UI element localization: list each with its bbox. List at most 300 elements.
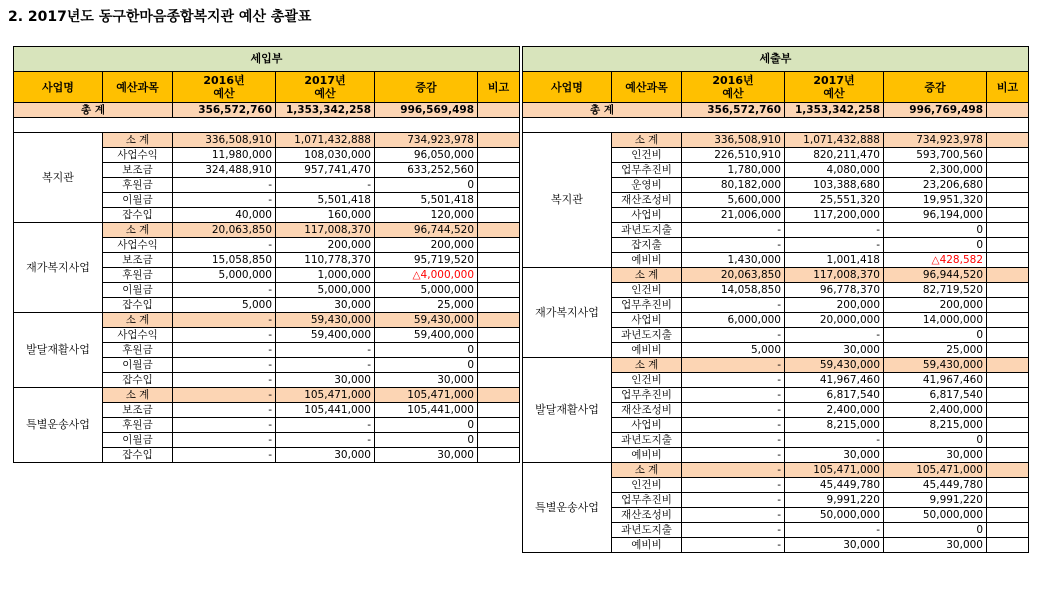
- value-y2017: 105,471,000: [276, 388, 375, 403]
- spacer-row: [14, 118, 520, 133]
- value-y2016: 20,063,850: [682, 268, 785, 283]
- value-change: 105,471,000: [884, 463, 987, 478]
- value-y2016: 5,000,000: [173, 268, 276, 283]
- value-y2017: 108,030,000: [276, 148, 375, 163]
- value-y2017: 105,441,000: [276, 403, 375, 418]
- column-header: 2017년 예산: [785, 72, 884, 103]
- value-y2016: -: [173, 283, 276, 298]
- note-cell: [987, 433, 1029, 448]
- value-change: 59,430,000: [375, 313, 478, 328]
- table-row: [14, 223, 520, 238]
- value-y2017: 6,817,540: [785, 388, 884, 403]
- value-y2017: 30,000: [276, 373, 375, 388]
- value-y2017: 25,551,320: [785, 193, 884, 208]
- value-change: 105,471,000: [375, 388, 478, 403]
- value-y2017: 160,000: [276, 208, 375, 223]
- value-y2017: 96,778,370: [785, 283, 884, 298]
- value-y2017: 5,000,000: [276, 283, 375, 298]
- note-cell: [987, 403, 1029, 418]
- value-y2016: -: [682, 523, 785, 538]
- note-cell: [987, 178, 1029, 193]
- value-change: 96,194,000: [884, 208, 987, 223]
- note-cell: [987, 463, 1029, 478]
- total-row: [14, 103, 520, 118]
- budget-category: 후원금: [103, 178, 173, 193]
- budget-category: 소 계: [103, 388, 173, 403]
- value-y2017: 5,501,418: [276, 193, 375, 208]
- value-change: 6,817,540: [884, 388, 987, 403]
- budget-category: 소 계: [103, 223, 173, 238]
- total-y2016: 356,572,760: [682, 103, 785, 118]
- note-cell: [987, 448, 1029, 463]
- budget-category: 후원금: [103, 268, 173, 283]
- value-y2016: -: [682, 508, 785, 523]
- value-y2016: 1,780,000: [682, 163, 785, 178]
- value-y2016: -: [173, 403, 276, 418]
- value-y2016: 15,058,850: [173, 253, 276, 268]
- value-y2016: 336,508,910: [173, 133, 276, 148]
- column-header: 증감: [375, 72, 478, 103]
- budget-category: 잡수입: [103, 298, 173, 313]
- note-cell: [478, 193, 520, 208]
- value-y2016: 6,000,000: [682, 313, 785, 328]
- value-change: 633,252,560: [375, 163, 478, 178]
- total-y2016: 356,572,760: [173, 103, 276, 118]
- value-y2017: -: [276, 433, 375, 448]
- value-change: 96,944,520: [884, 268, 987, 283]
- value-y2017: 1,071,432,888: [785, 133, 884, 148]
- budget-category: 소 계: [612, 463, 682, 478]
- note-cell: [478, 208, 520, 223]
- table-row: [523, 463, 1029, 478]
- budget-category: 인건비: [612, 148, 682, 163]
- budget-category: 소 계: [103, 133, 173, 148]
- column-header: 비고: [987, 72, 1029, 103]
- value-y2016: -: [682, 418, 785, 433]
- budget-category: 사업비: [612, 208, 682, 223]
- value-y2017: 200,000: [785, 298, 884, 313]
- column-header: 증감: [884, 72, 987, 103]
- value-y2016: -: [682, 373, 785, 388]
- value-change: 59,400,000: [375, 328, 478, 343]
- budget-category: 소 계: [612, 133, 682, 148]
- note-cell: [987, 373, 1029, 388]
- value-y2017: -: [276, 343, 375, 358]
- total-note: [987, 103, 1029, 118]
- budget-category: 인건비: [612, 373, 682, 388]
- value-change: 14,000,000: [884, 313, 987, 328]
- value-change: 0: [375, 433, 478, 448]
- value-change: 59,430,000: [884, 358, 987, 373]
- value-y2017: 117,008,370: [785, 268, 884, 283]
- value-y2016: -: [682, 358, 785, 373]
- budget-category: 예비비: [612, 448, 682, 463]
- budget-category: 예비비: [612, 538, 682, 553]
- value-y2017: -: [276, 178, 375, 193]
- value-y2016: -: [173, 433, 276, 448]
- value-y2017: 110,778,370: [276, 253, 375, 268]
- total-y2017: 1,353,342,258: [276, 103, 375, 118]
- value-y2017: -: [785, 238, 884, 253]
- value-change: 96,050,000: [375, 148, 478, 163]
- value-change: 120,000: [375, 208, 478, 223]
- value-y2017: -: [785, 523, 884, 538]
- note-cell: [987, 358, 1029, 373]
- value-change: 8,215,000: [884, 418, 987, 433]
- value-change: 593,700,560: [884, 148, 987, 163]
- total-row: [523, 103, 1029, 118]
- value-y2016: 20,063,850: [173, 223, 276, 238]
- value-y2017: 30,000: [276, 298, 375, 313]
- budget-category: 과년도지출: [612, 433, 682, 448]
- program-name: 특별운송사업: [14, 388, 103, 463]
- value-y2017: 59,430,000: [276, 313, 375, 328]
- value-y2017: -: [276, 358, 375, 373]
- value-change: 9,991,220: [884, 493, 987, 508]
- note-cell: [987, 133, 1029, 148]
- budget-category: 운영비: [612, 178, 682, 193]
- budget-category: 잡지출: [612, 238, 682, 253]
- column-header: 사업명: [14, 72, 103, 103]
- note-cell: [478, 268, 520, 283]
- value-y2017: 200,000: [276, 238, 375, 253]
- value-change: 734,923,978: [375, 133, 478, 148]
- value-y2017: -: [785, 223, 884, 238]
- value-y2016: 5,000: [682, 343, 785, 358]
- budget-category: 재산조성비: [612, 193, 682, 208]
- note-cell: [987, 238, 1029, 253]
- value-change: 105,441,000: [375, 403, 478, 418]
- value-y2017: 957,741,470: [276, 163, 375, 178]
- budget-category: 잡수입: [103, 448, 173, 463]
- value-change: 82,719,520: [884, 283, 987, 298]
- value-y2016: 324,488,910: [173, 163, 276, 178]
- value-change: 25,000: [375, 298, 478, 313]
- value-y2016: -: [682, 328, 785, 343]
- value-y2016: -: [173, 418, 276, 433]
- value-y2016: -: [173, 193, 276, 208]
- value-change: 30,000: [375, 373, 478, 388]
- note-cell: [987, 313, 1029, 328]
- program-name: 특별운송사업: [523, 463, 612, 553]
- note-cell: [478, 178, 520, 193]
- value-y2017: 103,388,680: [785, 178, 884, 193]
- budget-category: 소 계: [103, 313, 173, 328]
- table-row: [523, 268, 1029, 283]
- value-y2017: 20,000,000: [785, 313, 884, 328]
- budget-category: 업무추진비: [612, 388, 682, 403]
- value-y2017: -: [785, 328, 884, 343]
- note-cell: [987, 253, 1029, 268]
- value-y2016: -: [173, 343, 276, 358]
- budget-category: 잡수입: [103, 208, 173, 223]
- note-cell: [987, 388, 1029, 403]
- value-change: 30,000: [375, 448, 478, 463]
- value-y2017: 117,200,000: [785, 208, 884, 223]
- budget-category: 예비비: [612, 253, 682, 268]
- note-cell: [987, 163, 1029, 178]
- value-y2016: -: [173, 313, 276, 328]
- value-y2016: -: [173, 178, 276, 193]
- budget-category: 보조금: [103, 253, 173, 268]
- value-y2017: 1,071,432,888: [276, 133, 375, 148]
- budget-category: 사업수익: [103, 238, 173, 253]
- note-cell: [478, 418, 520, 433]
- note-cell: [987, 538, 1029, 553]
- budget-category: 사업수익: [103, 148, 173, 163]
- note-cell: [478, 223, 520, 238]
- note-cell: [987, 418, 1029, 433]
- table-row: [14, 133, 520, 148]
- budget-category: 업무추진비: [612, 163, 682, 178]
- value-y2016: -: [682, 448, 785, 463]
- column-header-row: [14, 72, 520, 103]
- value-y2016: -: [682, 478, 785, 493]
- spacer-cell: [523, 118, 1029, 133]
- value-y2016: 5,000: [173, 298, 276, 313]
- value-y2016: 5,600,000: [682, 193, 785, 208]
- value-y2016: 80,182,000: [682, 178, 785, 193]
- note-cell: [987, 208, 1029, 223]
- value-y2017: 1,001,418: [785, 253, 884, 268]
- value-y2017: 1,000,000: [276, 268, 375, 283]
- value-change: 2,400,000: [884, 403, 987, 418]
- note-cell: [987, 478, 1029, 493]
- spacer-row: [523, 118, 1029, 133]
- value-y2017: -: [785, 433, 884, 448]
- value-y2016: -: [173, 358, 276, 373]
- budget-category: 이월금: [103, 433, 173, 448]
- value-y2017: 30,000: [785, 538, 884, 553]
- note-cell: [478, 343, 520, 358]
- total-label: 총 계: [523, 103, 682, 118]
- value-change: 0: [884, 238, 987, 253]
- budget-category: 이월금: [103, 358, 173, 373]
- budget-category: 인건비: [612, 478, 682, 493]
- budget-category: 예비비: [612, 343, 682, 358]
- note-cell: [987, 148, 1029, 163]
- value-y2016: -: [682, 433, 785, 448]
- table-row: [14, 313, 520, 328]
- note-cell: [987, 328, 1029, 343]
- total-change: 996,569,498: [375, 103, 478, 118]
- value-y2017: 41,967,460: [785, 373, 884, 388]
- spacer-cell: [14, 118, 520, 133]
- budget-category: 소 계: [612, 358, 682, 373]
- note-cell: [987, 223, 1029, 238]
- table-row: [523, 133, 1029, 148]
- value-change: 0: [375, 418, 478, 433]
- table-row: [14, 388, 520, 403]
- value-change: 23,206,680: [884, 178, 987, 193]
- value-change: 5,501,418: [375, 193, 478, 208]
- budget-category: 이월금: [103, 193, 173, 208]
- value-y2017: 30,000: [785, 448, 884, 463]
- value-y2016: 21,006,000: [682, 208, 785, 223]
- note-cell: [478, 163, 520, 178]
- table-row: [523, 358, 1029, 373]
- column-header: 2016년 예산: [682, 72, 785, 103]
- note-cell: [478, 448, 520, 463]
- column-header: 비고: [478, 72, 520, 103]
- value-change: 200,000: [375, 238, 478, 253]
- value-y2017: 4,080,000: [785, 163, 884, 178]
- budget-category: 과년도지출: [612, 223, 682, 238]
- budget-category: 후원금: [103, 343, 173, 358]
- budget-category: 후원금: [103, 418, 173, 433]
- value-y2016: -: [173, 448, 276, 463]
- budget-category: 인건비: [612, 283, 682, 298]
- value-y2016: -: [682, 493, 785, 508]
- budget-category: 보조금: [103, 403, 173, 418]
- value-change: 200,000: [884, 298, 987, 313]
- income-table: [13, 46, 520, 463]
- budget-category: 소 계: [612, 268, 682, 283]
- total-y2017: 1,353,342,258: [785, 103, 884, 118]
- value-change: 0: [884, 523, 987, 538]
- budget-category: 이월금: [103, 283, 173, 298]
- value-y2016: 14,058,850: [682, 283, 785, 298]
- note-cell: [478, 328, 520, 343]
- note-cell: [478, 433, 520, 448]
- note-cell: [478, 373, 520, 388]
- note-cell: [987, 283, 1029, 298]
- budget-category: 재산조성비: [612, 403, 682, 418]
- program-name: 복지관: [14, 133, 103, 223]
- value-change: 5,000,000: [375, 283, 478, 298]
- value-change: 45,449,780: [884, 478, 987, 493]
- budget-category: 사업수익: [103, 328, 173, 343]
- value-y2017: 8,215,000: [785, 418, 884, 433]
- value-change: 0: [375, 178, 478, 193]
- value-y2017: 9,991,220: [785, 493, 884, 508]
- value-change: 30,000: [884, 538, 987, 553]
- program-name: 재가복지사업: [14, 223, 103, 313]
- budget-category: 잡수입: [103, 373, 173, 388]
- note-cell: [478, 253, 520, 268]
- note-cell: [478, 133, 520, 148]
- total-label: 총 계: [14, 103, 173, 118]
- value-y2017: 50,000,000: [785, 508, 884, 523]
- value-y2016: -: [173, 388, 276, 403]
- value-change: 0: [375, 343, 478, 358]
- note-cell: [478, 403, 520, 418]
- note-cell: [478, 298, 520, 313]
- note-cell: [987, 508, 1029, 523]
- value-y2017: 59,400,000: [276, 328, 375, 343]
- value-change: 0: [884, 223, 987, 238]
- value-y2016: -: [682, 298, 785, 313]
- column-header: 사업명: [523, 72, 612, 103]
- program-name: 재가복지사업: [523, 268, 612, 358]
- value-y2016: -: [682, 223, 785, 238]
- value-change: 734,923,978: [884, 133, 987, 148]
- value-change: 96,744,520: [375, 223, 478, 238]
- value-change: 50,000,000: [884, 508, 987, 523]
- value-change: 25,000: [884, 343, 987, 358]
- column-header: 예산과목: [612, 72, 682, 103]
- budget-category: 업무추진비: [612, 298, 682, 313]
- value-change: 0: [884, 433, 987, 448]
- budget-category: 과년도지출: [612, 328, 682, 343]
- value-y2016: 40,000: [173, 208, 276, 223]
- value-y2017: -: [276, 418, 375, 433]
- value-change: 41,967,460: [884, 373, 987, 388]
- note-cell: [987, 523, 1029, 538]
- value-change: 2,300,000: [884, 163, 987, 178]
- value-y2017: 820,211,470: [785, 148, 884, 163]
- income-section-header: 세입부: [14, 47, 520, 72]
- note-cell: [987, 268, 1029, 283]
- value-y2017: 30,000: [785, 343, 884, 358]
- value-change: △428,582: [884, 253, 987, 268]
- value-y2016: 11,980,000: [173, 148, 276, 163]
- note-cell: [478, 358, 520, 373]
- expense-section-header: 세출부: [523, 47, 1029, 72]
- value-y2016: -: [682, 538, 785, 553]
- expense-table: [522, 46, 1029, 553]
- value-y2017: 30,000: [276, 448, 375, 463]
- note-cell: [478, 238, 520, 253]
- value-change: △4,000,000: [375, 268, 478, 283]
- value-y2017: 59,430,000: [785, 358, 884, 373]
- program-name: 발달재활사업: [523, 358, 612, 463]
- value-y2017: 2,400,000: [785, 403, 884, 418]
- budget-category: 보조금: [103, 163, 173, 178]
- value-y2016: -: [682, 463, 785, 478]
- total-change: 996,769,498: [884, 103, 987, 118]
- budget-category: 사업비: [612, 418, 682, 433]
- note-cell: [478, 283, 520, 298]
- value-y2016: -: [682, 403, 785, 418]
- value-change: 0: [884, 328, 987, 343]
- note-cell: [478, 313, 520, 328]
- note-cell: [987, 493, 1029, 508]
- value-y2016: -: [173, 328, 276, 343]
- budget-category: 재산조성비: [612, 508, 682, 523]
- value-y2016: -: [173, 238, 276, 253]
- column-header: 예산과목: [103, 72, 173, 103]
- value-change: 30,000: [884, 448, 987, 463]
- value-y2016: -: [682, 388, 785, 403]
- value-y2016: 336,508,910: [682, 133, 785, 148]
- value-change: 95,719,520: [375, 253, 478, 268]
- note-cell: [987, 298, 1029, 313]
- program-name: 발달재활사업: [14, 313, 103, 388]
- column-header-row: [523, 72, 1029, 103]
- budget-category: 사업비: [612, 313, 682, 328]
- value-y2016: 1,430,000: [682, 253, 785, 268]
- budget-category: 과년도지출: [612, 523, 682, 538]
- value-y2016: 226,510,910: [682, 148, 785, 163]
- note-cell: [478, 148, 520, 163]
- note-cell: [987, 193, 1029, 208]
- value-change: 19,951,320: [884, 193, 987, 208]
- value-y2017: 117,008,370: [276, 223, 375, 238]
- total-note: [478, 103, 520, 118]
- note-cell: [478, 388, 520, 403]
- budget-category: 업무추진비: [612, 493, 682, 508]
- column-header: 2016년 예산: [173, 72, 276, 103]
- value-y2017: 105,471,000: [785, 463, 884, 478]
- value-y2016: -: [682, 238, 785, 253]
- note-cell: [987, 343, 1029, 358]
- program-name: 복지관: [523, 133, 612, 268]
- value-y2017: 45,449,780: [785, 478, 884, 493]
- value-y2016: -: [173, 373, 276, 388]
- page-title: 2. 2017년도 동구한마음종합복지관 예산 총괄표: [8, 9, 312, 25]
- column-header: 2017년 예산: [276, 72, 375, 103]
